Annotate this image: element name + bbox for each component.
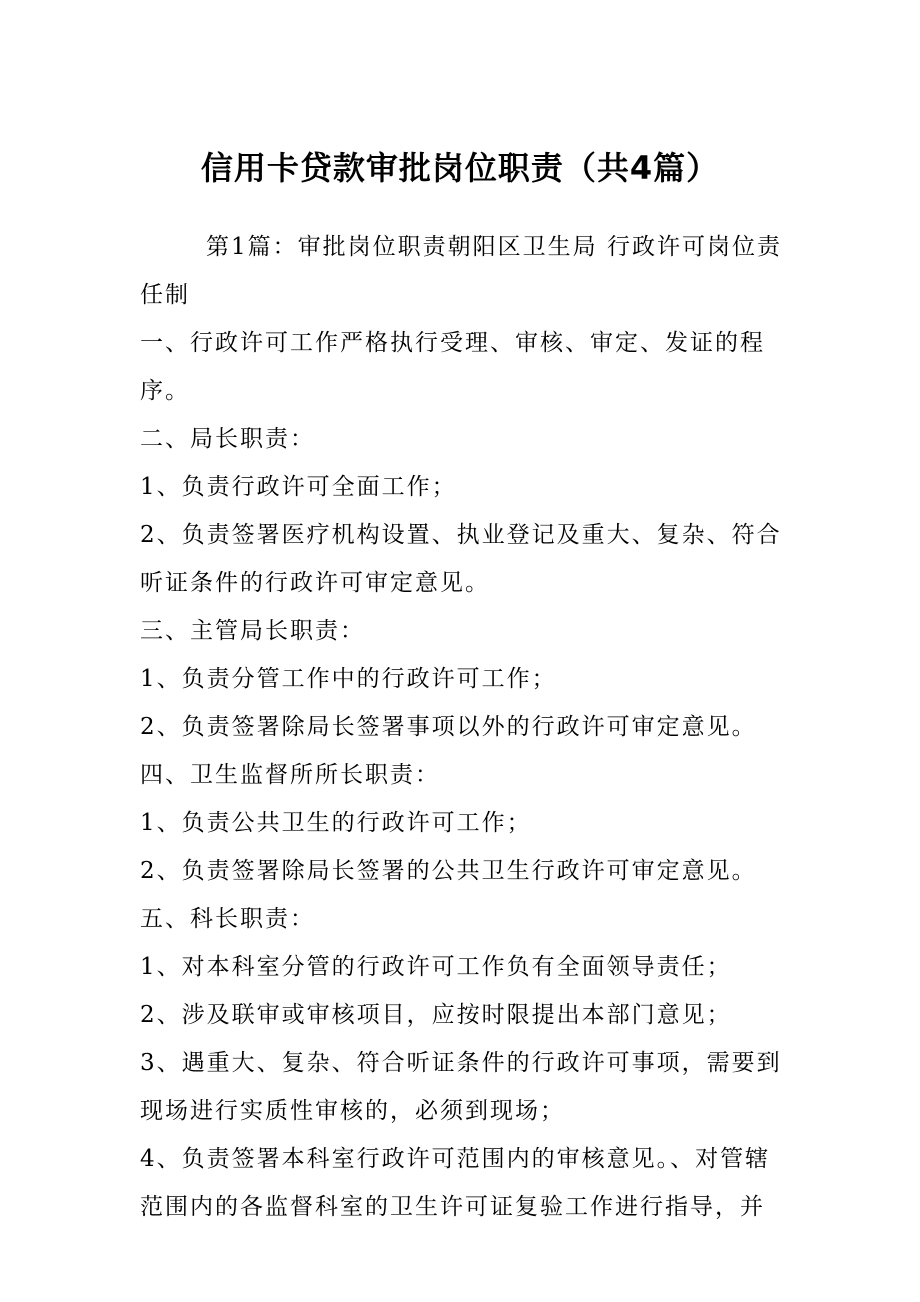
section-heading-article-1: 第1篇：审批岗位职责朝阳区卫生局 行政许可岗位责任制 xyxy=(140,234,782,308)
section-heading-director: 二、局长职责： xyxy=(140,426,315,452)
paragraph-procedure: 一、行政许可工作严格执行受理、审核、审定、发证的程序。 xyxy=(140,330,765,404)
list-item: 2、负责签署除局长签署事项以外的行政许可审定意见。 xyxy=(140,714,757,740)
list-item: 1、负责公共卫生的行政许可工作； xyxy=(140,810,532,836)
document-title: 信用卡贷款审批岗位职责（共4篇） xyxy=(200,149,720,187)
section-heading-supervision-chief: 四、卫生监督所所长职责： xyxy=(140,762,440,788)
document-body xyxy=(140,223,785,1231)
list-item: 3、遇重大、复杂、符合听证条件的行政许可事项，需要到现场进行实质性审核的，必须到现场； xyxy=(140,1050,782,1124)
section-heading-section-chief: 五、科长职责： xyxy=(140,906,315,932)
list-item: 4、负责签署本科室行政许可范围内的审核意见。、对管辖范围内的各监督科室的卫生许可证复验工作进行指导，并 xyxy=(140,1146,771,1220)
list-item: 2、涉及联审或审核项目，应按时限提出本部门意见； xyxy=(140,1002,732,1028)
section-heading-deputy-director: 三、主管局长职责： xyxy=(140,618,365,644)
list-item: 2、负责签署医疗机构设置、执业登记及重大、复杂、符合听证条件的行政许可审定意见。 xyxy=(140,522,782,596)
list-item: 1、负责行政许可全面工作； xyxy=(140,474,457,500)
list-item: 2、负责签署除局长签署的公共卫生行政许可审定意见。 xyxy=(140,858,757,884)
list-item: 1、对本科室分管的行政许可工作负有全面领导责任； xyxy=(140,954,732,980)
list-item: 1、负责分管工作中的行政许可工作； xyxy=(140,666,557,692)
